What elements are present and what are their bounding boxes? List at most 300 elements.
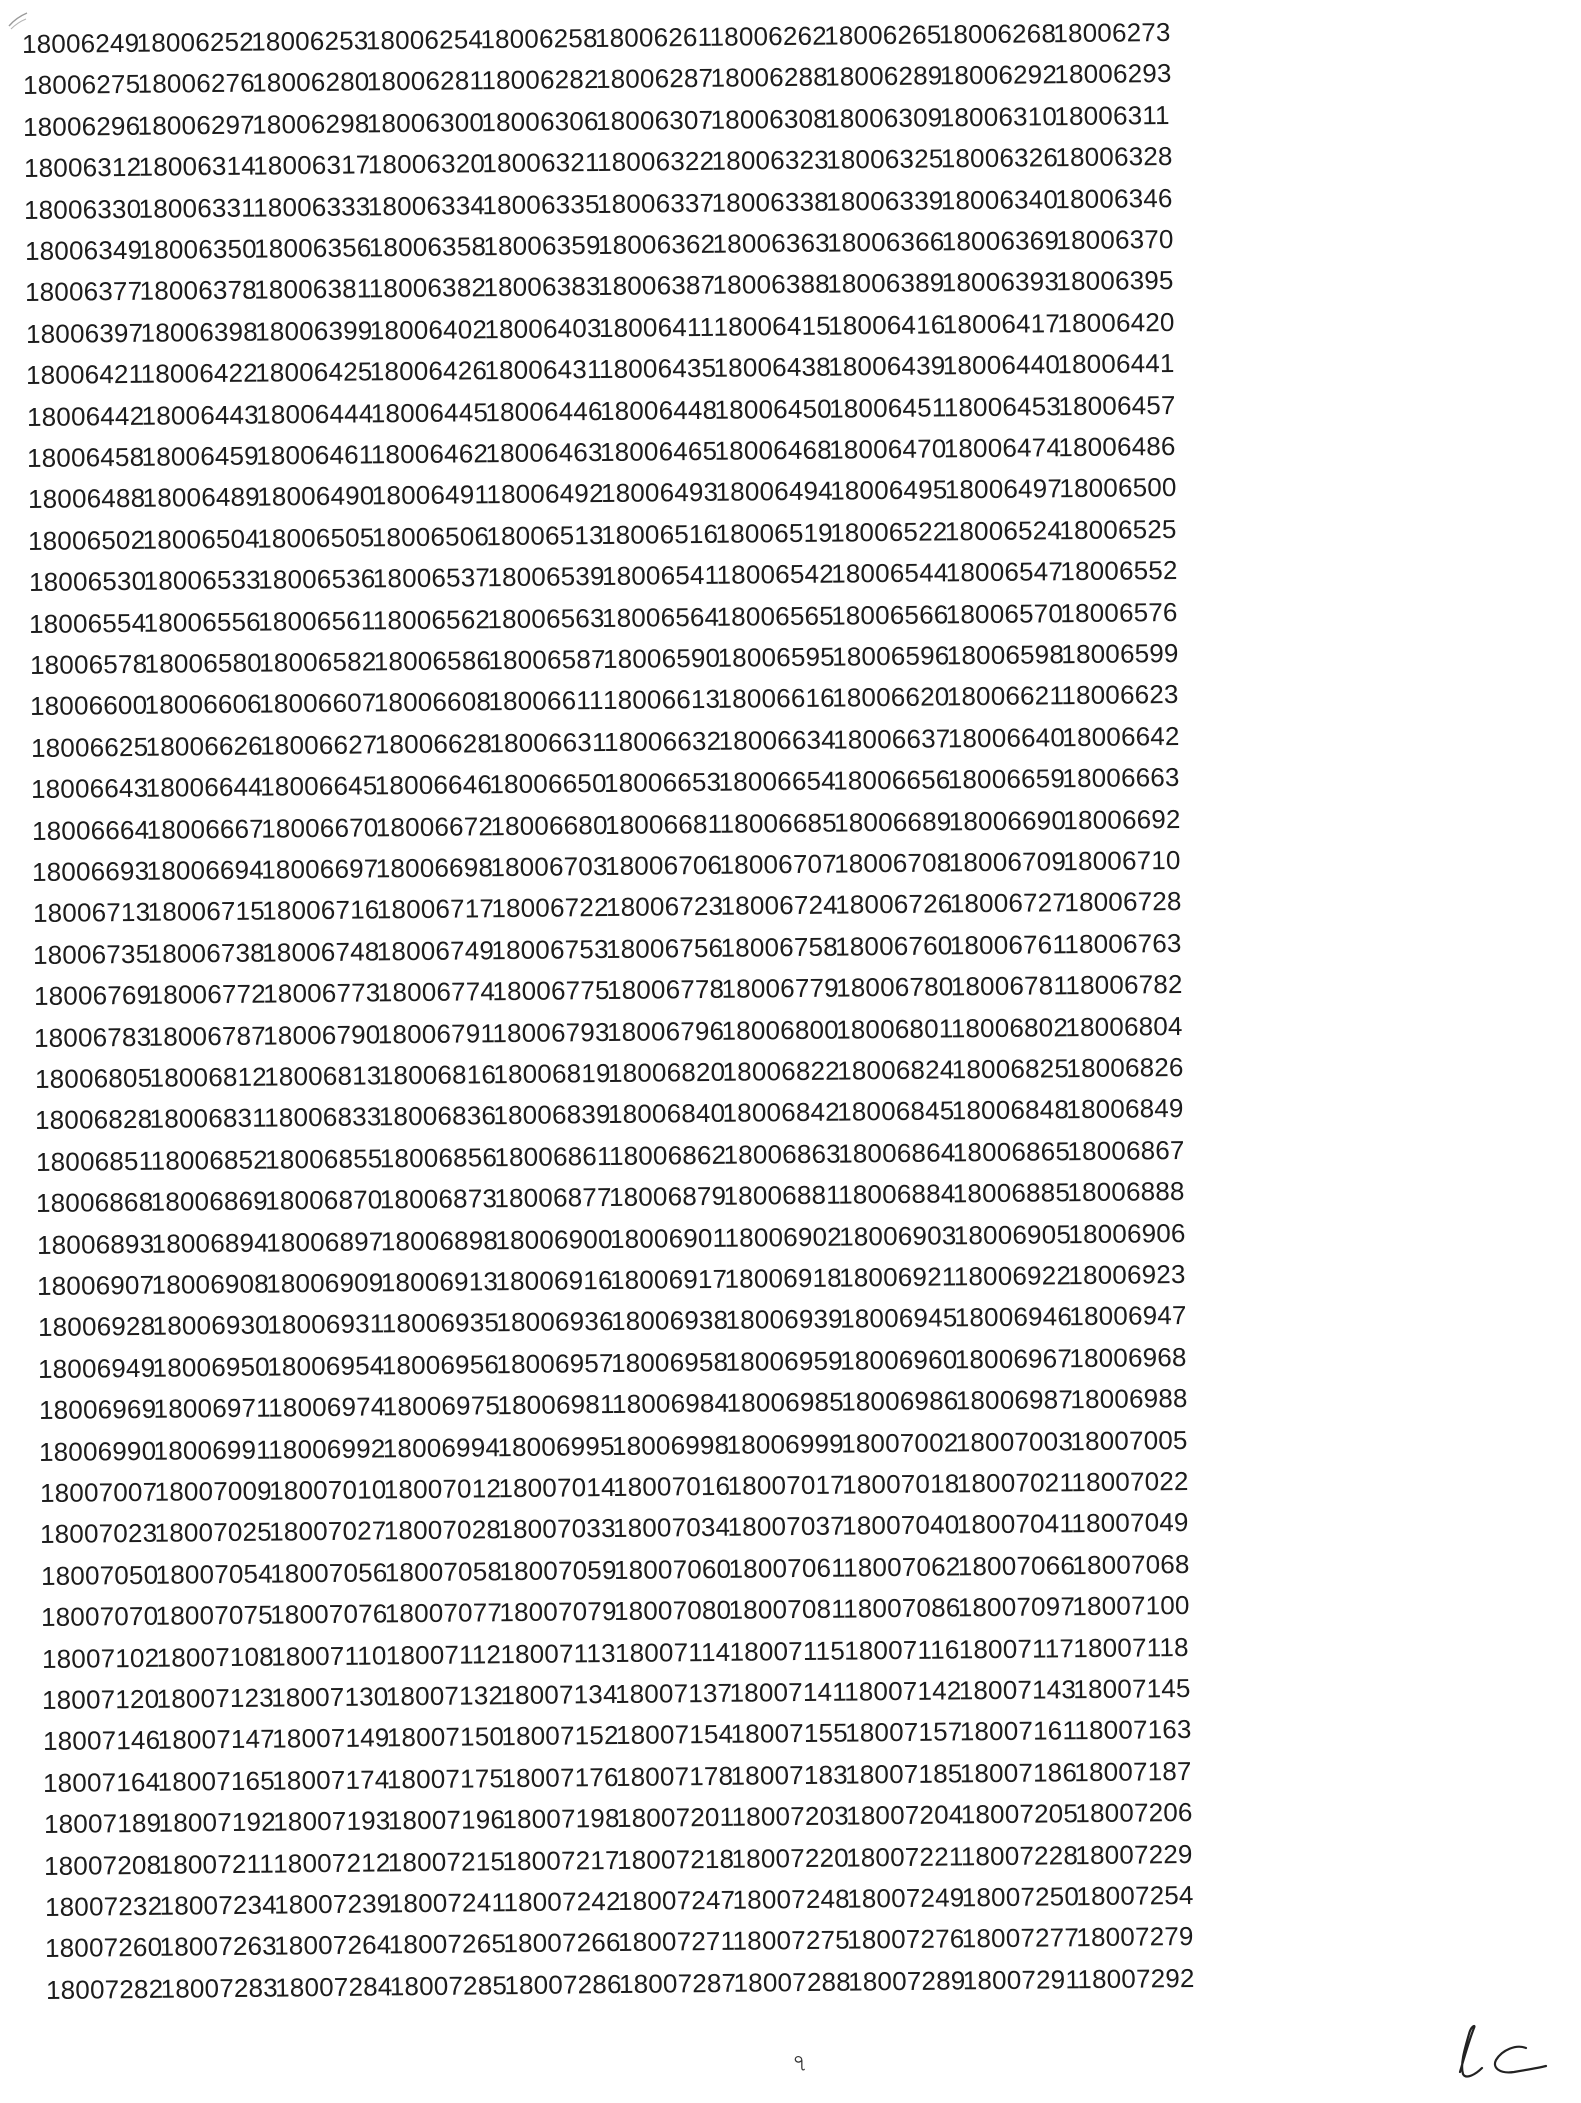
page-number: ৭ (792, 2049, 808, 2077)
roll-number: 18006541 (601, 559, 719, 592)
roll-number: 18007239 (273, 1888, 392, 1920)
roll-number: 18006420 (1056, 306, 1175, 338)
roll-number: 18007034 (612, 1512, 731, 1544)
roll-number: 18006852 (149, 1144, 268, 1176)
roll-number: 18006839 (493, 1099, 611, 1131)
roll-number: 18006489 (141, 481, 260, 514)
roll-number: 18006753 (491, 933, 609, 965)
roll-number: 18006991 (153, 1434, 272, 1466)
roll-number: 18006761 (949, 928, 1068, 961)
roll-number: 18006950 (152, 1351, 271, 1383)
roll-number: 18007021 (956, 1467, 1074, 1499)
roll-number: 18006706 (604, 849, 723, 881)
roll-number: 18006431 (484, 354, 602, 386)
roll-number: 18006544 (830, 557, 949, 589)
roll-number: 18007118 (1072, 1631, 1189, 1663)
roll-number: 18006297 (137, 109, 256, 141)
roll-number: 18007041 (956, 1508, 1075, 1540)
roll-number: 18007263 (159, 1930, 278, 1963)
roll-number: 18006903 (838, 1219, 957, 1252)
roll-number: 18006956 (381, 1348, 500, 1381)
roll-number: 18006971 (152, 1392, 271, 1424)
roll-number: 18007062 (842, 1551, 961, 1583)
roll-number: 18007146 (42, 1725, 160, 1757)
roll-number: 18006945 (839, 1302, 958, 1334)
roll-number: 18007152 (500, 1720, 619, 1752)
roll-number: 18006525 (1059, 513, 1177, 545)
roll-number: 18006863 (722, 1138, 841, 1170)
roll-number: 18007002 (840, 1426, 959, 1459)
roll-number: 18006646 (374, 769, 493, 801)
roll-number: 18007220 (731, 1842, 849, 1874)
roll-number: 18006262 (709, 20, 827, 52)
roll-number: 18007176 (501, 1761, 619, 1793)
roll-number: 18006621 (946, 680, 1065, 712)
roll-number: 18006992 (268, 1432, 386, 1465)
roll-number: 18007017 (726, 1469, 845, 1501)
roll-number: 18007050 (40, 1559, 158, 1591)
roll-number: 18006626 (144, 730, 263, 762)
roll-number: 18006981 (496, 1389, 615, 1421)
roll-number: 18006628 (374, 727, 492, 760)
roll-number: 18007217 (502, 1844, 620, 1876)
roll-number: 18007059 (498, 1554, 617, 1586)
roll-number: 18006822 (721, 1055, 840, 1087)
roll-number: 18007112 (385, 1638, 501, 1670)
roll-number: 18006536 (257, 563, 376, 595)
roll-number: 18006398 (139, 316, 258, 348)
roll-number: 18007288 (732, 1966, 851, 1998)
roll-number: 18006949 (37, 1352, 156, 1384)
roll-number: 18007241 (388, 1887, 506, 1919)
roll-number: 18006268 (938, 18, 1057, 50)
roll-number: 18007254 (1075, 1879, 1194, 1912)
roll-number: 18006596 (831, 640, 950, 672)
roll-number: 18006828 (34, 1104, 153, 1136)
roll-number: 18007060 (613, 1553, 731, 1585)
roll-number: 18007123 (156, 1682, 275, 1714)
roll-number: 18007145 (1073, 1672, 1191, 1705)
roll-number: 18006625 (30, 731, 148, 763)
roll-number: 18006801 (835, 1012, 954, 1045)
roll-number: 18006722 (490, 892, 609, 924)
roll-number: 18006289 (824, 60, 943, 92)
roll-number: 18006861 (493, 1140, 612, 1172)
roll-number: 18006258 (480, 22, 598, 55)
roll-number: 18007023 (39, 1518, 158, 1550)
roll-number: 18006582 (258, 646, 377, 678)
roll-number: 18006349 (24, 234, 142, 266)
roll-number: 18007061 (727, 1552, 846, 1584)
roll-number: 18006547 (945, 556, 1063, 588)
roll-number: 18007192 (157, 1806, 276, 1838)
roll-number: 18006310 (939, 100, 1058, 133)
roll-number: 18006749 (376, 934, 495, 967)
roll-number: 18006640 (947, 721, 1065, 754)
roll-number: 18006415 (712, 310, 831, 342)
roll-number: 18007228 (960, 1839, 1079, 1871)
roll-number: 18006709 (948, 846, 1067, 878)
roll-number: 18006441 (1057, 348, 1175, 380)
roll-number: 18006774 (377, 976, 495, 1008)
roll-number: 18006819 (492, 1057, 611, 1090)
roll-number: 18006653 (603, 766, 722, 799)
roll-number: 18006607 (259, 687, 377, 719)
roll-number: 18006901 (609, 1222, 727, 1254)
roll-number: 18007234 (158, 1889, 277, 1921)
roll-number: 18007203 (730, 1800, 849, 1832)
roll-number: 18006337 (596, 187, 715, 219)
roll-number: 18006563 (487, 602, 605, 634)
roll-number: 18006276 (136, 67, 255, 100)
roll-number: 18006564 (601, 601, 720, 633)
roll-number: 18007183 (730, 1759, 848, 1791)
roll-number: 18006667 (145, 813, 264, 845)
roll-number: 18006287 (595, 63, 713, 95)
roll-number: 18006494 (714, 475, 833, 508)
roll-number: 18006606 (144, 688, 263, 721)
roll-number: 18006451 (828, 391, 947, 424)
roll-number: 18006363 (711, 227, 830, 259)
roll-number: 18006300 (366, 106, 485, 139)
roll-number: 18006530 (28, 565, 146, 598)
roll-number: 18006921 (838, 1261, 957, 1293)
roll-number: 18006370 (1055, 223, 1174, 256)
roll-number: 18006450 (713, 393, 832, 425)
roll-number: 18007264 (274, 1929, 392, 1961)
roll-number: 18006957 (496, 1347, 614, 1379)
roll-number: 18006253 (251, 25, 369, 57)
roll-number: 18007012 (383, 1473, 501, 1505)
roll-number: 18006362 (597, 228, 715, 260)
roll-number: 18006330 (23, 193, 142, 225)
roll-number: 18006769 (33, 979, 151, 1012)
roll-number: 18007208 (43, 1849, 162, 1881)
roll-number: 18007193 (272, 1805, 391, 1837)
roll-number: 18006445 (370, 396, 488, 428)
roll-number: 18007282 (45, 1973, 163, 2005)
roll-number: 18007229 (1075, 1838, 1193, 1870)
roll-number: 18006320 (367, 148, 485, 180)
roll-number: 18006381 (254, 273, 372, 305)
roll-number: 18006715 (146, 895, 265, 928)
roll-number: 18007066 (957, 1549, 1075, 1582)
roll-number: 18006323 (710, 144, 829, 176)
roll-number: 18006960 (839, 1344, 958, 1376)
roll-number: 18006519 (715, 517, 833, 549)
roll-number: 18007291 (962, 1963, 1080, 1996)
roll-number: 18006845 (836, 1095, 955, 1127)
roll-number: 18006781 (950, 970, 1068, 1002)
roll-number: 18006650 (489, 768, 607, 800)
roll-number: 18006824 (836, 1054, 955, 1086)
roll-number: 18006309 (824, 102, 943, 134)
roll-number: 18007154 (615, 1719, 733, 1751)
roll-number: 18006403 (483, 312, 602, 344)
roll-number: 18007277 (961, 1922, 1080, 1954)
roll-number: 18006717 (376, 893, 494, 925)
roll-number: 18006312 (23, 151, 141, 184)
roll-number: 18006916 (495, 1264, 613, 1297)
roll-number: 18006631 (488, 726, 607, 758)
roll-number: 18007201 (616, 1801, 734, 1834)
roll-number: 18006637 (832, 723, 951, 755)
roll-number: 18006917 (609, 1263, 728, 1295)
roll-number: 18006613 (602, 684, 721, 716)
roll-number: 18006281 (366, 65, 484, 97)
roll-number: 18006708 (833, 847, 952, 879)
roll-number: 18006642 (1061, 720, 1180, 752)
roll-number: 18007204 (845, 1799, 964, 1831)
roll-number: 18007155 (729, 1717, 848, 1750)
roll-number: 18006775 (491, 975, 610, 1007)
roll-number: 18006873 (379, 1183, 498, 1215)
roll-number: 18006664 (31, 814, 149, 846)
roll-number: 18006713 (32, 897, 150, 929)
roll-number: 18006703 (490, 850, 608, 883)
roll-number: 18006905 (953, 1218, 1071, 1250)
roll-number: 18006265 (823, 19, 942, 51)
roll-number: 18006833 (264, 1101, 382, 1133)
roll-number: 18006470 (828, 433, 947, 465)
roll-number: 18007081 (728, 1593, 846, 1625)
roll-number: 18006659 (947, 763, 1066, 795)
roll-number: 18006497 (944, 473, 1062, 505)
roll-number: 18006855 (264, 1143, 383, 1175)
roll-number: 18006623 (1061, 679, 1179, 711)
roll-number: 18006369 (941, 225, 1059, 257)
roll-number: 18006463 (485, 436, 603, 469)
roll-number: 18006804 (1065, 1010, 1183, 1042)
roll-number: 18006663 (1062, 762, 1180, 794)
roll-number: 18007054 (154, 1558, 273, 1590)
roll-number: 18007163 (1073, 1714, 1192, 1746)
roll-number: 18007283 (159, 1972, 278, 2004)
roll-number: 18006868 (35, 1186, 154, 1219)
roll-number: 18006554 (28, 607, 147, 639)
roll-number: 18006812 (148, 1061, 267, 1093)
roll-number: 18006831 (149, 1102, 268, 1135)
roll-number: 18007070 (40, 1600, 159, 1633)
roll-number: 18006851 (35, 1145, 153, 1177)
roll-number: 18006377 (24, 276, 143, 308)
roll-number: 18007010 (268, 1474, 387, 1506)
roll-number: 18006881 (723, 1179, 841, 1211)
roll-number: 18006565 (716, 600, 834, 632)
roll-number: 18007056 (269, 1557, 388, 1589)
roll-number: 18007110 (270, 1639, 387, 1672)
roll-number: 18006907 (36, 1269, 155, 1301)
roll-number: 18006727 (949, 887, 1067, 919)
roll-number: 18006820 (607, 1056, 725, 1088)
roll-number: 18006898 (380, 1224, 498, 1256)
roll-number: 18006261 (594, 21, 713, 53)
roll-number: 18006616 (717, 682, 835, 715)
roll-number: 18007276 (846, 1923, 965, 1955)
roll-number: 18006443 (140, 399, 259, 431)
roll-number: 18006474 (943, 432, 1062, 464)
roll-number: 18006772 (147, 978, 266, 1010)
roll-number: 18006533 (142, 564, 261, 596)
roll-number: 18006947 (1068, 1300, 1187, 1332)
roll-number: 18006359 (482, 229, 601, 262)
roll-number: 18007027 (269, 1515, 387, 1547)
roll-number: 18007108 (155, 1641, 274, 1673)
roll-number: 18006735 (32, 938, 151, 970)
roll-number: 18006522 (829, 516, 948, 548)
roll-number: 18006461 (256, 439, 374, 471)
roll-number: 18006506 (371, 520, 490, 553)
roll-number: 18007232 (44, 1890, 162, 1922)
roll-number: 18006726 (834, 888, 953, 920)
roll-number: 18007005 (1070, 1424, 1188, 1456)
roll-number: 18007161 (959, 1715, 1077, 1747)
roll-number: 18006967 (954, 1342, 1073, 1375)
roll-number: 18006444 (255, 397, 374, 430)
roll-number: 18007102 (41, 1642, 159, 1674)
roll-number: 18006856 (379, 1141, 497, 1174)
roll-number: 18006393 (941, 266, 1060, 298)
roll-number: 18007134 (500, 1678, 618, 1711)
roll-number: 18007187 (1074, 1755, 1192, 1787)
roll-number: 18006632 (603, 725, 721, 757)
roll-number: 18007242 (502, 1885, 621, 1918)
roll-number: 18006334 (367, 189, 486, 221)
roll-number: 18006442 (26, 400, 144, 432)
roll-number: 18006939 (724, 1303, 843, 1336)
roll-number: 18007211 (158, 1848, 275, 1880)
roll-number: 18007250 (961, 1881, 1079, 1913)
roll-number: 18006995 (497, 1430, 615, 1462)
roll-number: 18006350 (138, 233, 257, 265)
roll-number: 18007130 (271, 1681, 389, 1713)
roll-number: 18006783 (33, 1021, 152, 1053)
roll-number: 18006930 (151, 1309, 270, 1342)
roll-number: 18007174 (272, 1764, 390, 1796)
roll-number: 18006468 (714, 434, 832, 466)
roll-number: 18006387 (597, 270, 716, 302)
roll-number: 18006388 (712, 268, 830, 301)
roll-number: 18006504 (142, 523, 261, 555)
roll-number: 18007143 (958, 1674, 1077, 1706)
roll-number: 18006836 (378, 1100, 497, 1132)
roll-number: 18006680 (489, 809, 608, 841)
roll-number: 18007206 (1074, 1797, 1193, 1829)
roll-number: 18006249 (21, 27, 140, 59)
roll-number: 18006578 (29, 648, 147, 680)
roll-number: 18007003 (955, 1425, 1074, 1457)
roll-number: 18006791 (377, 1017, 496, 1049)
roll-number: 18006758 (720, 931, 838, 963)
roll-number: 18007247 (617, 1884, 735, 1916)
roll-number: 18006922 (953, 1260, 1072, 1292)
roll-number: 18006422 (140, 357, 259, 389)
roll-number: 18007113 (499, 1637, 616, 1669)
roll-number: 18006656 (832, 764, 951, 796)
roll-number: 18006378 (139, 274, 258, 307)
roll-number: 18006576 (1060, 596, 1178, 628)
roll-number: 18006307 (595, 104, 714, 136)
roll-number: 18006782 (1064, 969, 1183, 1001)
roll-number: 18006580 (143, 647, 262, 679)
roll-number: 18007221 (845, 1840, 964, 1873)
roll-number: 18006994 (382, 1431, 501, 1463)
roll-number: 18006500 (1058, 472, 1177, 504)
roll-number: 18006459 (141, 440, 260, 472)
roll-number: 18006974 (267, 1391, 386, 1423)
roll-number: 18006446 (484, 395, 603, 427)
roll-number: 18006936 (495, 1306, 614, 1338)
roll-number: 18006358 (368, 231, 486, 263)
roll-number: 18007120 (41, 1683, 160, 1715)
roll-number: 18006292 (939, 59, 1057, 91)
roll-number: 18006885 (952, 1177, 1071, 1209)
roll-number: 18006426 (369, 355, 488, 387)
roll-number: 18006900 (494, 1223, 613, 1255)
roll-number: 18006986 (840, 1385, 959, 1417)
roll-number: 18007077 (384, 1597, 503, 1629)
roll-number: 18006778 (606, 973, 724, 1006)
roll-number: 18006346 (1055, 182, 1173, 214)
roll-number: 18006457 (1057, 389, 1176, 421)
roll-number: 18006681 (604, 808, 722, 840)
roll-number: 18006435 (598, 352, 717, 385)
roll-number: 18006440 (942, 349, 1061, 381)
roll-number: 18006760 (834, 930, 953, 962)
roll-number: 18006849 (1066, 1093, 1184, 1125)
roll-number: 18007049 (1071, 1507, 1189, 1539)
roll-number: 18006335 (482, 188, 600, 220)
roll-number: 18007115 (728, 1635, 845, 1667)
roll-number: 18006308 (710, 103, 828, 135)
roll-number: 18006879 (608, 1180, 727, 1213)
roll-number: 18006909 (266, 1267, 384, 1299)
roll-number: 18006524 (944, 514, 1063, 547)
roll-number: 18006690 (948, 804, 1066, 836)
roll-number: 18006490 (256, 480, 375, 512)
roll-number: 18007284 (274, 1971, 393, 2003)
roll-number: 18007175 (386, 1762, 505, 1795)
roll-number: 18007142 (843, 1675, 962, 1707)
roll-number: 18007086 (842, 1592, 961, 1624)
roll-number: 18006293 (1053, 58, 1172, 90)
roll-number: 18007028 (383, 1514, 502, 1546)
roll-number: 18006693 (31, 855, 150, 887)
roll-number: 18007164 (42, 1766, 161, 1798)
roll-number: 18006356 (253, 232, 372, 264)
roll-number: 18007165 (157, 1765, 276, 1797)
roll-number: 18006918 (724, 1262, 842, 1294)
roll-number: 18006438 (713, 351, 831, 383)
roll-number: 18006402 (369, 313, 487, 346)
roll-number: 18007016 (612, 1470, 730, 1502)
roll-number: 18006620 (831, 681, 950, 713)
roll-number: 18006340 (940, 183, 1059, 215)
roll-number: 18007248 (731, 1883, 850, 1915)
roll-number: 18006493 (600, 477, 718, 509)
roll-number: 18006425 (255, 356, 373, 388)
roll-number: 18006787 (148, 1020, 267, 1052)
roll-number: 18006697 (261, 853, 379, 885)
roll-number: 18006802 (950, 1011, 1069, 1043)
roll-number: 18006723 (605, 891, 723, 923)
roll-number: 18006488 (27, 483, 145, 515)
roll-number: 18007058 (384, 1555, 502, 1588)
roll-number: 18007286 (503, 1968, 622, 2000)
roll-number: 18006848 (951, 1094, 1070, 1126)
roll-number: 18006296 (22, 110, 141, 142)
roll-number: 18006502 (27, 524, 146, 556)
